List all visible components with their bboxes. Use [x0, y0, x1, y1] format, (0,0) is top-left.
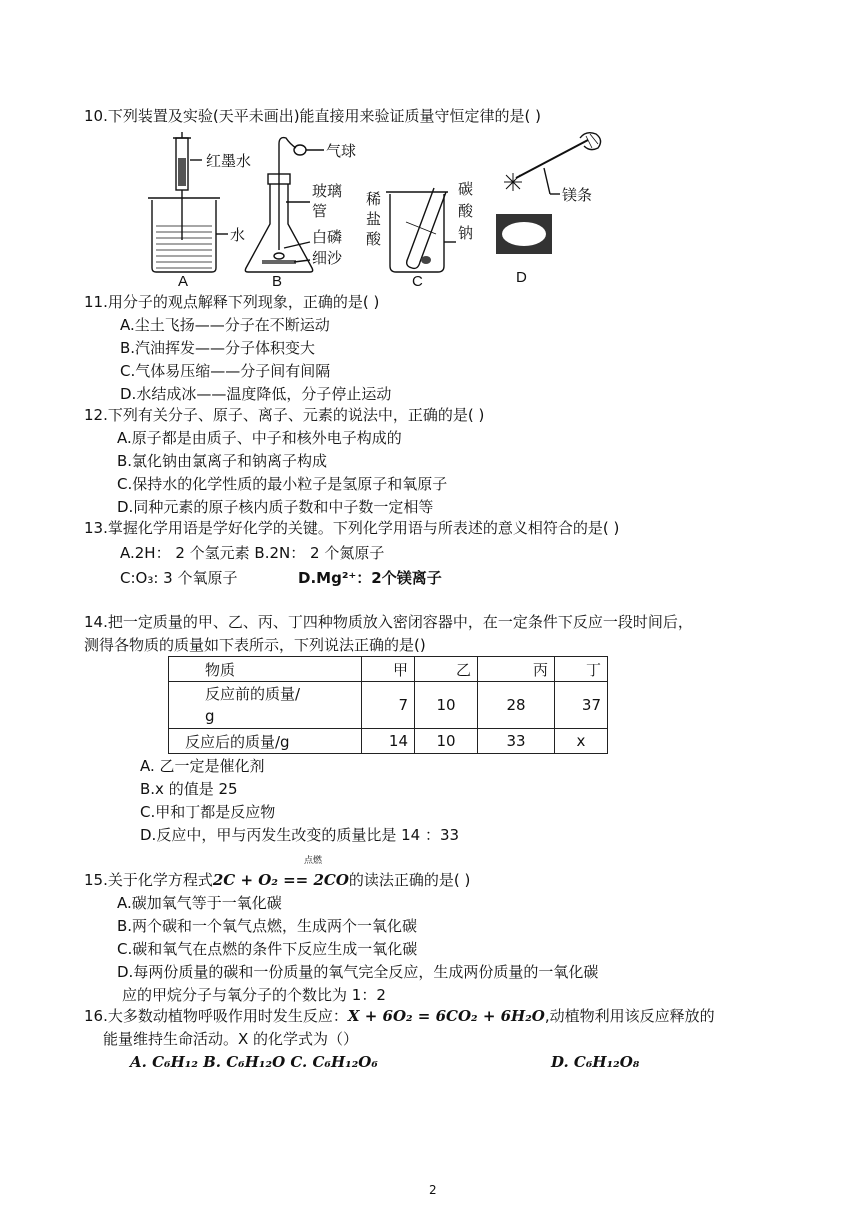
label-phosphorus: 白磷 — [312, 229, 343, 246]
q15-condition: 点燃 — [304, 856, 323, 866]
table-cell: 10 — [415, 682, 478, 729]
q14-option-d: D.反应中，甲与丙发生改变的质量比是 14 ：33 — [140, 826, 460, 844]
label-carbonate-3: 钠 — [458, 225, 474, 242]
apparatus-c — [366, 181, 474, 290]
q15-option-b: B.两个碳和一个氧气点燃，生成两个一氧化碳 — [117, 917, 418, 935]
q13-option-d: D.Mg²⁺：2个镁离子 — [298, 569, 442, 587]
label-sand: 细沙 — [312, 250, 343, 267]
q16-options-abc: A. C₆H₁₂ B. C₆H₁₂O C. C₆H₁₂O₆ — [130, 1053, 378, 1071]
table-cell: 37 — [555, 682, 608, 729]
table-header: 丙 — [478, 657, 555, 682]
stray-text: 应的甲烷分子与氧分子的个数比为 1：2 — [122, 986, 386, 1004]
q15-option-a: A.碳加氧气等于一氧化碳 — [117, 894, 282, 912]
experiment-figure — [140, 130, 610, 290]
q14-option-c: C.甲和丁都是反应物 — [140, 803, 276, 821]
q12-option-c: C.保持水的化学性质的最小粒子是氢原子和氧原子 — [117, 475, 448, 493]
q13-stem: 13.掌握化学用语是学好化学的关键。下列化学用语与所表述的意义相符合的是( ) — [84, 519, 620, 537]
q11-stem: 11.用分子的观点解释下列现象，正确的是( ) — [84, 293, 380, 311]
q15-option-d: D.每两份质量的碳和一份质量的氧气完全反应，生成两份质量的一氧化碳 — [117, 963, 599, 981]
label-c: C — [412, 273, 423, 290]
table-cell: 7 — [362, 682, 415, 729]
label-carbonate-2: 酸 — [458, 203, 474, 220]
table-header: 丁 — [555, 657, 608, 682]
q12-option-a: A.原子都是由质子、中子和核外电子构成的 — [117, 429, 402, 447]
q14-option-a: A. 乙一定是催化剂 — [140, 757, 265, 775]
label-b: B — [272, 273, 283, 290]
label-carbonate-1: 碳 — [458, 181, 474, 198]
table-row — [169, 729, 608, 754]
q14-stem-2: 测得各物质的质量如下表所示，下列说法正确的是() — [84, 636, 426, 654]
q14-stem-1: 14.把一定质量的甲、乙、丙、丁四种物质放入密闭容器中，在一定条件下反应一段时间后， — [84, 613, 693, 631]
label-ink: 红墨水 — [206, 153, 252, 170]
mass-table — [168, 656, 608, 754]
apparatus-b — [245, 138, 356, 290]
q11-option-d: D.水结成冰——温度降低，分子停止运动 — [120, 385, 392, 403]
table-header: 物质 — [169, 657, 362, 682]
q13-option-c: C:O₃: 3 个氧原子 — [120, 569, 238, 587]
label-water: 水 — [230, 227, 246, 244]
table-cell: 10 — [415, 729, 478, 754]
label-magnesium: 镁条 — [562, 187, 593, 204]
q16-stem — [84, 1006, 715, 1026]
q10-stem: 10.下列装置及实验(天平未画出)能直接用来验证质量守恒定律的是( ) — [84, 107, 542, 125]
label-acid-3: 酸 — [366, 231, 382, 248]
table-cell: 33 — [478, 729, 555, 754]
label-glass-1: 玻璃 — [312, 183, 343, 200]
q11-option-a: A.尘土飞扬——分子在不断运动 — [120, 316, 330, 334]
label-balloon: 气球 — [326, 143, 357, 160]
q15-stem — [84, 870, 470, 890]
q12-option-b: B.氯化钠由氯离子和钠离子构成 — [117, 452, 328, 470]
table-cell: x — [555, 729, 608, 754]
q14-option-b: B.x 的值是 25 — [140, 780, 238, 798]
q16-option-d: D. C₆H₁₂O₈ — [551, 1053, 640, 1071]
apparatus-d — [496, 133, 601, 286]
table-cell: 14 — [362, 729, 415, 754]
table-header-row — [169, 657, 608, 682]
label-a: A — [178, 273, 189, 290]
apparatus-a — [148, 132, 251, 290]
q15-stem-prefix: 15.关于化学方程式 — [84, 871, 213, 889]
label-glass-2: 管 — [312, 203, 328, 220]
q15-stem-suffix: 的读法正确的是( ) — [348, 871, 471, 889]
table-header: 甲 — [362, 657, 415, 682]
table-cell: 反应前的质量/ g — [169, 682, 362, 729]
table-cell: 反应后的质量/g — [169, 729, 362, 754]
label-acid-2: 盐 — [366, 211, 382, 228]
q15-option-c: C.碳和氧气在点燃的条件下反应生成一氧化碳 — [117, 940, 418, 958]
label-d: D — [516, 269, 527, 286]
q16-stem-prefix: 16.大多数动植物呼吸作用时发生反应： — [84, 1007, 348, 1025]
label-acid-1: 稀 — [366, 191, 382, 208]
q15-equation: 2C + O₂ == 2CO — [212, 871, 349, 889]
q13-options-ab: A.2H： 2 个氢元素 B.2N： 2 个氮原子 — [120, 544, 385, 562]
q16-stem-2: 能量维持生命活动。X 的化学式为（） — [103, 1030, 359, 1048]
page-number: 2 — [429, 1183, 437, 1197]
q12-option-d: D.同种元素的原子核内质子数和中子数一定相等 — [117, 498, 434, 516]
q11-option-c: C.气体易压缩——分子间有间隔 — [120, 362, 331, 380]
table-row — [169, 682, 608, 729]
q12-stem: 12.下列有关分子、原子、离子、元素的说法中，正确的是( ) — [84, 406, 485, 424]
table-header: 乙 — [415, 657, 478, 682]
q16-equation: X + 6O₂ = 6CO₂ + 6H₂O — [347, 1007, 545, 1025]
table-cell: 28 — [478, 682, 555, 729]
q11-option-b: B.汽油挥发——分子体积变大 — [120, 339, 316, 357]
q16-stem-suffix: ,动植物利用该反应释放的 — [544, 1007, 715, 1025]
